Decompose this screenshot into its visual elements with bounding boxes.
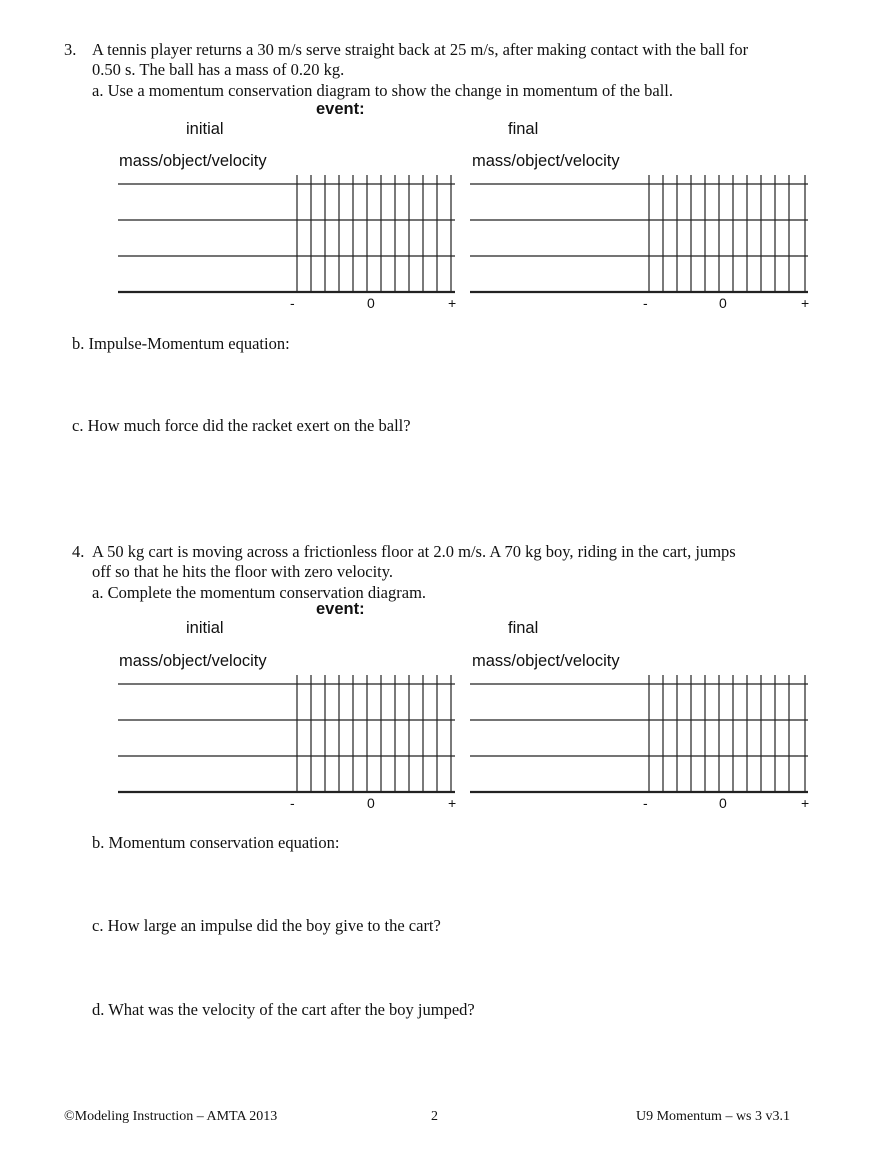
- problem-3-final-column-label: mass/object/velocity: [472, 152, 620, 170]
- problem-4-final-axis-plus: +: [801, 795, 810, 811]
- problem-3-part-a: a. Use a momentum conservation diagram to show the change in momentum of the ball.: [92, 81, 674, 100]
- problem-4-initial-axis-minus: -: [290, 795, 295, 811]
- problem-3-initial-axis-minus: -: [290, 295, 295, 311]
- footer-right: U9 Momentum – ws 3 v3.1: [636, 1109, 790, 1124]
- problem-3-part-c: c. How much force did the racket exert on the ball?: [72, 416, 411, 435]
- problem-3-initial-label: initial: [186, 120, 224, 138]
- problem-4-initial-axis-plus: +: [448, 795, 457, 811]
- problem-4-final-axis-minus: -: [643, 795, 648, 811]
- problem-4-final-axis-zero: 0: [719, 795, 727, 811]
- problem-4-final-column-label: mass/object/velocity: [472, 652, 620, 670]
- problem-4-part-d: d. What was the velocity of the cart after the boy jumped?: [92, 1000, 475, 1019]
- problem-4-event-label: event:: [316, 600, 365, 618]
- problem-4-initial-column-label: mass/object/velocity: [119, 652, 267, 670]
- problem-4-initial-axis-zero: 0: [367, 795, 375, 811]
- problem-3-part-b: b. Impulse-Momentum equation:: [72, 334, 290, 353]
- problem-4-part-c: c. How large an impulse did the boy give to the cart?: [92, 916, 441, 935]
- problem-4-text-line2: off so that he hits the floor with zero velocity.: [92, 562, 394, 581]
- problem-3-initial-column-label: mass/object/velocity: [119, 152, 267, 170]
- page-number: 2: [431, 1109, 438, 1124]
- problem-4-final-label: final: [508, 619, 539, 637]
- problem-3-initial-axis-zero: 0: [367, 295, 375, 311]
- problem-3-initial-axis-plus: +: [448, 295, 457, 311]
- problem-3-final-label: final: [508, 120, 539, 138]
- problem-4-text-line1: A 50 kg cart is moving across a frictionless floor at 2.0 m/s. A 70 kg boy, riding in the cart, jumps: [92, 542, 736, 561]
- problem-3-final-axis-zero: 0: [719, 295, 727, 311]
- problem-3-number: 3.: [64, 40, 77, 59]
- problem-3-final-axis-plus: +: [801, 295, 810, 311]
- problem-3-text-line1: A tennis player returns a 30 m/s serve straight back at 25 m/s, after making contact with the ball for: [92, 40, 749, 59]
- problem-3-event-label: event:: [316, 100, 365, 118]
- problem-3-final-axis-minus: -: [643, 295, 648, 311]
- problem-3-text-line2: 0.50 s. The ball has a mass of 0.20 kg.: [92, 60, 345, 79]
- problem-4-part-a: a. Complete the momentum conservation diagram.: [92, 583, 427, 602]
- footer-left: ©Modeling Instruction – AMTA 2013: [64, 1109, 278, 1124]
- problem-4-part-b: b. Momentum conservation equation:: [92, 833, 340, 852]
- problem-4-initial-label: initial: [186, 619, 224, 637]
- problem-4-number: 4.: [72, 542, 85, 561]
